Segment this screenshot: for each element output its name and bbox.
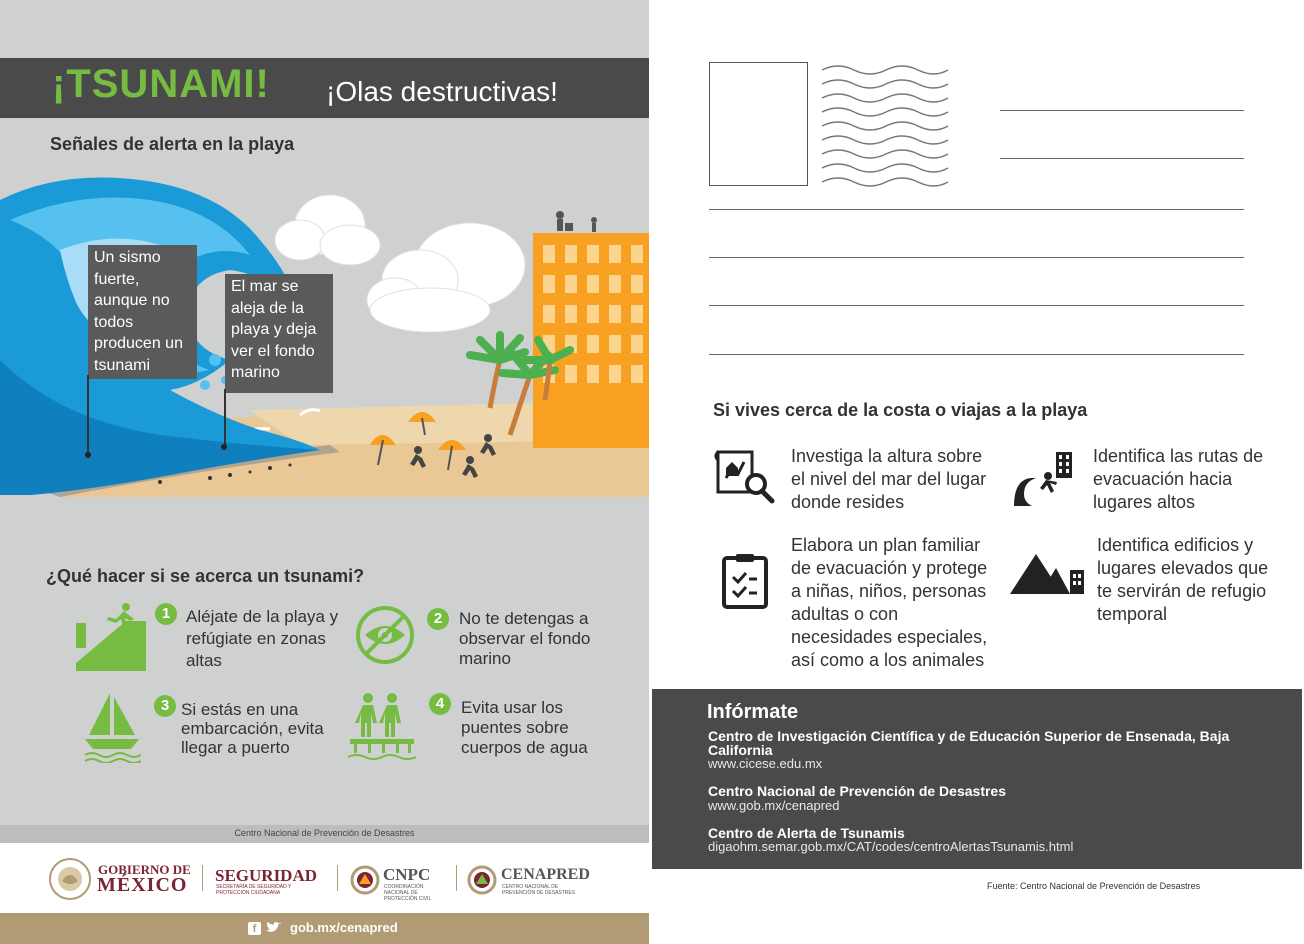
cnpc-emblem-icon: [350, 865, 380, 895]
mexico-coat-of-arms-icon: [48, 857, 92, 901]
footer-org-line: Centro Nacional de Prevención de Desastres: [234, 828, 415, 838]
coast-tip-text: Identifica las rutas de evacuación hacia lugares altos: [1093, 446, 1264, 512]
stamp-box: [709, 62, 808, 186]
source-note: Fuente: Centro Nacional de Prevención de Desastres: [987, 881, 1201, 891]
no-watching-icon: [355, 605, 415, 665]
address-line: [709, 354, 1244, 355]
cnpc-logo: CNPC: [383, 865, 431, 884]
step-number: 4: [429, 693, 451, 715]
signals-heading: Señales de alerta en la playa: [50, 134, 295, 154]
address-line: [1000, 158, 1244, 159]
gobierno-logo-top: GOBIERNO DE: [98, 862, 191, 877]
note-pin-dot: [85, 452, 91, 458]
step-text: Si estás en una embarcación, evita llegar a puerto: [181, 700, 324, 757]
note-pin-line: [224, 389, 226, 447]
mountain-buildings-icon: [1010, 550, 1086, 596]
run-uphill-icon: [76, 603, 146, 671]
info-org-url[interactable]: www.gob.mx/cenapred: [708, 798, 840, 813]
address-line: [709, 305, 1244, 306]
postmark-wavy-lines: [820, 62, 950, 187]
cenapred-logo-small: CENTRO NACIONAL DE PREVENCIÓN DE DESASTRES: [502, 884, 576, 896]
address-line: [709, 257, 1244, 258]
logo-divider: [202, 865, 203, 891]
social-link[interactable]: gob.mx/cenapred: [290, 920, 398, 935]
what-to-do-heading: ¿Qué hacer si se acerca un tsunami?: [46, 566, 365, 586]
page-title: ¡TSUNAMI!: [52, 62, 270, 106]
cnpc-logo-small: COORDINACIÓN NACIONAL DE PROTECCIÓN CIVIL: [384, 884, 432, 902]
evacuation-route-icon: [1012, 450, 1078, 506]
note-pin-line: [87, 375, 89, 455]
step-number: 1: [155, 603, 177, 625]
info-org-name: Centro Nacional de Prevención de Desastres: [708, 783, 1006, 799]
note-pin-dot: [221, 444, 227, 450]
step-text: Evita usar los puentes sobre cuerpos de agua: [461, 698, 588, 757]
logo-divider: [337, 865, 338, 891]
clipboard-checklist-icon: [721, 553, 769, 609]
cenapred-emblem-icon: [467, 865, 497, 895]
info-org-url[interactable]: www.cicese.edu.mx: [708, 756, 823, 771]
step-number: 3: [154, 695, 176, 717]
address-line: [709, 209, 1244, 210]
address-line: [1000, 110, 1244, 111]
cenapred-logo: CENAPRED: [501, 866, 590, 883]
map-search-icon: [714, 448, 776, 504]
seguridad-logo: SEGURIDAD: [215, 866, 318, 885]
people-on-bridge-icon: [348, 693, 416, 761]
gobierno-logo-bottom: MÉXICO: [97, 874, 188, 896]
step-number: 2: [427, 608, 449, 630]
info-title: Infórmate: [707, 701, 799, 723]
step-text: No te detengas a observar el fondo marino: [459, 609, 591, 668]
step-text: Aléjate de la playa y refúgiate en zonas altas: [186, 607, 339, 670]
info-org-name: Centro de Alerta de Tsunamis: [708, 825, 905, 841]
logo-divider: [456, 865, 457, 891]
coast-tip-text: Identifica edificios y lugares elevados que te servirán de refugio temporal: [1097, 535, 1269, 624]
seguridad-logo-small: SECRETARÍA DE SEGURIDAD Y PROTECCIÓN CIUDADANA: [216, 884, 292, 896]
coast-heading: Si vives cerca de la costa o viajas a la playa: [713, 400, 1088, 420]
facebook-icon[interactable]: f: [248, 922, 261, 935]
signal-note-sea-recedes: El mar se aleja de la playa y deja ver el fondo marino: [225, 274, 333, 393]
page-subtitle: ¡Olas destructivas!: [326, 76, 558, 107]
coast-tip-text: Elabora un plan familiar de evacuación y protege a niñas, niños, personas adultas o con necesidades especiales, así como a los animales: [791, 535, 988, 670]
sailboat-icon: [83, 693, 141, 763]
info-org-url[interactable]: digaohm.semar.gob.mx/CAT/codes/centroAlertasTsunamis.html: [708, 839, 1074, 854]
info-org-name: Centro de Investigación Científica y de Educación Superior de Ensenada, Baja California: [708, 728, 1230, 758]
signal-note-earthquake: Un sismo fuerte, aunque no todos producen un tsunami: [88, 245, 197, 379]
twitter-icon[interactable]: [266, 922, 281, 935]
coast-tip-text: Investiga la altura sobre el nivel del mar del lugar donde resides: [791, 446, 987, 512]
